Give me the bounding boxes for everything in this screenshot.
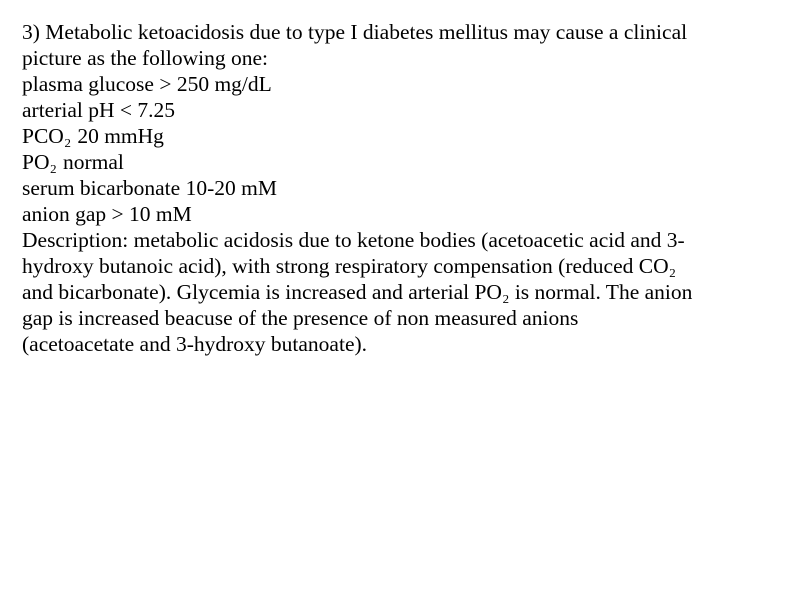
description-line-5: (acetoacetate and 3-hydroxy butanoate). bbox=[22, 332, 368, 356]
description-line-2: hydroxy butanoic acid), with strong respiratory compensation (reduced CO₂ bbox=[22, 254, 677, 278]
po2-value: normal bbox=[62, 150, 124, 174]
question-heading-line-1: 3) Metabolic ketoacidosis due to type I diabetes mellitus may cause a clinical bbox=[22, 20, 688, 44]
description-line-1: Description: metabolic acidosis due to ketone bodies (acetoacetic acid and 3- bbox=[22, 228, 685, 252]
description-line-3: and bicarbonate). Glycemia is increased and arterial PO₂ is normal. The anion bbox=[22, 280, 693, 304]
serum-bicarbonate-line: serum bicarbonate 10-20 mM bbox=[22, 176, 277, 200]
pco2-label: PCO₂ bbox=[22, 124, 72, 148]
po2-label: PO₂ bbox=[22, 150, 57, 174]
pco2-value: 20 mmHg bbox=[77, 124, 164, 148]
arterial-ph-line: arterial pH < 7.25 bbox=[22, 98, 176, 122]
pco2-line bbox=[22, 123, 782, 149]
question-heading-line-2: picture as the following one: bbox=[22, 46, 268, 70]
plasma-glucose-line: plasma glucose > 250 mg/dL bbox=[22, 72, 272, 96]
document-body bbox=[22, 19, 782, 357]
description-line-4: gap is increased beacuse of the presence of non measured anions bbox=[22, 306, 579, 330]
po2-line bbox=[22, 149, 782, 175]
anion-gap-line: anion gap > 10 mM bbox=[22, 202, 192, 226]
